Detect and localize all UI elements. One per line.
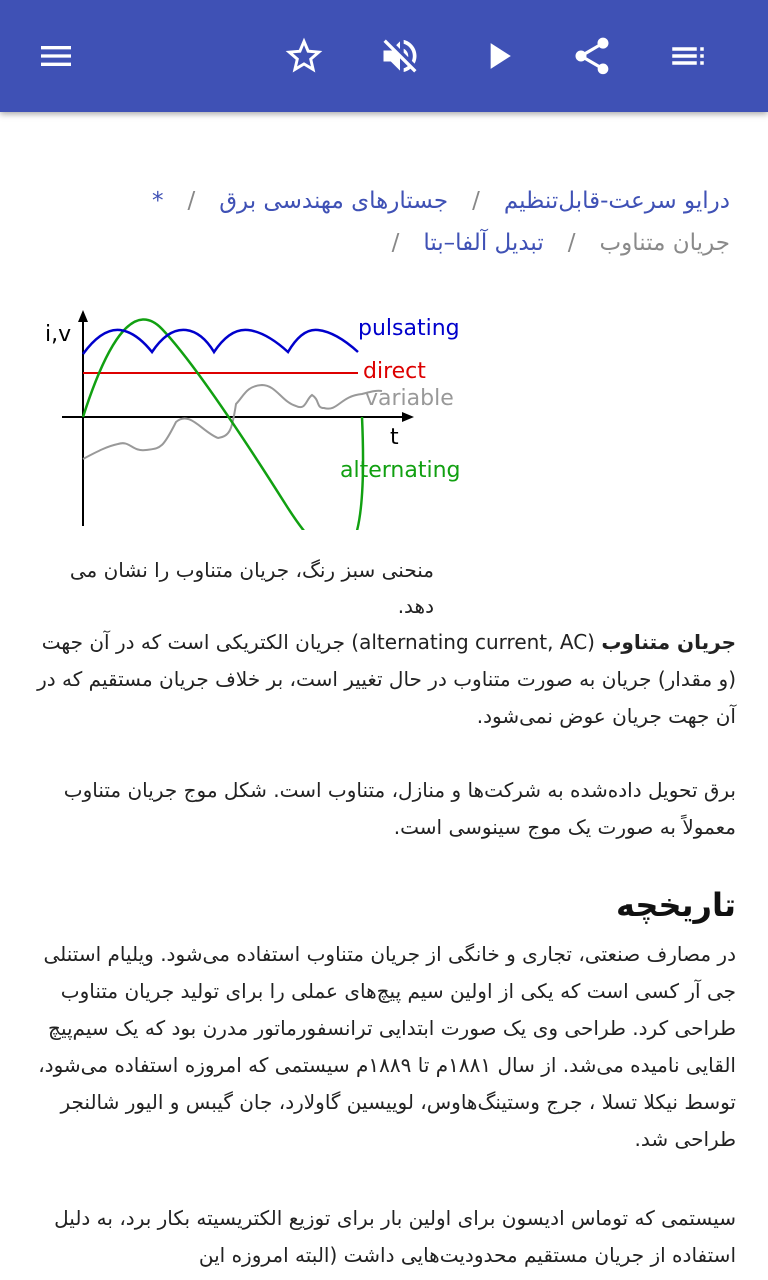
table-of-contents-icon: [667, 35, 709, 77]
latin-term: (alternating current, AC): [351, 630, 595, 654]
article-content: [0, 112, 768, 1280]
x-axis-label: t: [390, 425, 399, 450]
play-button[interactable]: [470, 28, 526, 84]
breadcrumb-item[interactable]: درایو سرعت-قابل‌تنظیم: [503, 188, 730, 214]
breadcrumb-separator: /: [391, 230, 400, 256]
figure-caption: منحنی سبز رنگ، جریان متناوب را نشان می دهد.: [69, 558, 434, 618]
breadcrumb-item[interactable]: تبدیل آلفا–بتا: [423, 230, 544, 256]
volume-off-icon: [378, 34, 422, 78]
breadcrumb-item[interactable]: *: [151, 188, 164, 214]
menu-button[interactable]: [28, 28, 84, 84]
table-of-contents-button[interactable]: [660, 28, 716, 84]
y-axis-arrow: [78, 310, 88, 322]
breadcrumb-separator: /: [567, 230, 576, 256]
intro-paragraph: [32, 624, 736, 735]
history-paragraph-2: سیستمی که توماس ادیسون برای اولین بار برای توزیع الکتریسیته بکار برد، به دلیل استفاده از جریان مستقیم محدودیت‌هایی داشت (البته امروزه این: [54, 1206, 736, 1267]
play-icon: [476, 34, 520, 78]
history-paragraph: در مصارف صنعتی، تجاری و خانگی از جریان متناوب استفاده می‌شود. ویلیام استنلی جی آر کسی است که یکی از اولین سیم پیچ‌های عملی را برای تولید جریان متناوب طراحی کرد. طراحی وی یک صورت ابتدایی ترانسفورماتور مدرن بود که یک سیم‌پیچ القایی نامیده می‌شد. از سال ۱۸۸۱م تا ۱۸۸۹م سیستمی که امروزه استفاده می‌شود، توسط نیکلا تسلا ، جرج وستینگ‌هاوس، لوییسین گاولارد، جان گیبس و الیور شالنجر طراحی شد.: [38, 942, 736, 1151]
legend-direct: direct: [363, 359, 426, 384]
alternating-curve: [83, 319, 363, 530]
breadcrumb-current: جریان متناوب: [599, 230, 730, 256]
x-axis-arrow: [402, 412, 414, 422]
breadcrumb-item[interactable]: جستارهای مهندسی برق: [219, 188, 449, 214]
pulsating-curve: [83, 330, 358, 354]
app-toolbar: [0, 0, 768, 112]
star-outline-icon: [282, 34, 326, 78]
current-types-figure[interactable]: [40, 308, 480, 530]
legend-alternating: alternating: [340, 458, 461, 483]
breadcrumb-separator: /: [187, 188, 196, 214]
share-button[interactable]: [564, 28, 620, 84]
breadcrumb: [40, 180, 730, 264]
favorite-button[interactable]: [276, 28, 332, 84]
share-icon: [570, 34, 614, 78]
menu-icon: [36, 36, 76, 76]
mute-button[interactable]: [372, 28, 428, 84]
paragraph: برق تحویل داده‌شده به شرکت‌ها و منازل، متناوب است. شکل موج جریان متناوب معمولاً به صورت یک موج سینوسی است.: [63, 778, 736, 839]
bold-term: جریان متناوب: [601, 630, 736, 654]
section-heading-history: تاریخچه: [616, 886, 736, 924]
legend-variable: variable: [365, 386, 454, 411]
y-axis-label: i,v: [45, 322, 72, 347]
intro-text: جریان الکتریکی است که در آن جهت (و مقدار) جریان به صورت متناوب در حال تغییر است، بر خلاف جریان مستقیم که در آن جهت جریان عوض نمی‌شود.: [37, 630, 736, 728]
breadcrumb-separator: /: [472, 188, 480, 214]
legend-pulsating: pulsating: [358, 316, 460, 341]
